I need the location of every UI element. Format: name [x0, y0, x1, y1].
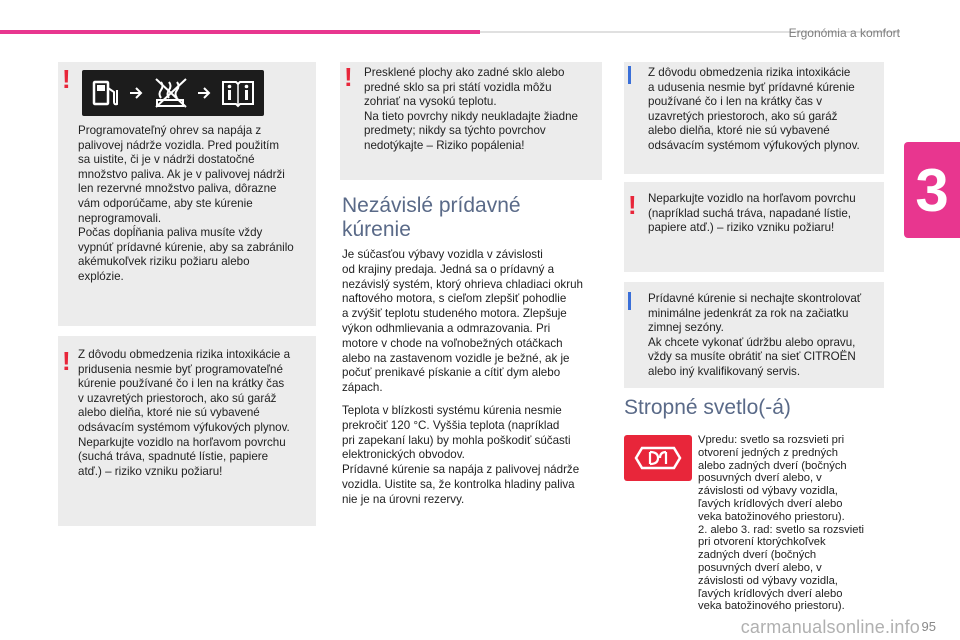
- warning-mark: !: [62, 64, 71, 94]
- warning-mark: !: [344, 62, 353, 92]
- glass-burn-warning-box: [340, 62, 602, 180]
- watermark: carmanualsonline.info: [740, 617, 920, 637]
- fuel-pump-icon: [90, 78, 122, 108]
- chapter-tab: 3: [904, 142, 960, 238]
- arrow-right-icon: [129, 86, 145, 100]
- heater-crossed-icon: [153, 76, 189, 110]
- interior-light-icon: [624, 435, 692, 481]
- intoxication-info-text: Z dôvodu obmedzenia rizika intoxikácie a udusenia nesmie byť prídavné kúrenie používané čo i len na krátky čas v uzavretých priestoroch, ako sú garáž alebo dielňa, ktoré nie sú vybavené odsávacím systémom výfukových plynov.: [648, 66, 860, 152]
- info-mark: [628, 66, 631, 84]
- header-accent-bar: [0, 30, 480, 34]
- page-number: 95: [921, 619, 936, 634]
- warning-mark: !: [628, 190, 637, 220]
- fire-warning-text: Neparkujte vozidlo na horľavom povrchu (napríklad suchá tráva, napadané lístie, papiere atď.) – riziko vzniku požiaru!: [648, 192, 856, 235]
- book-info-icon: [220, 78, 256, 108]
- intoxication-warning-box: [58, 336, 316, 526]
- info-mark: [628, 292, 631, 310]
- maintenance-info-text: Prídavné kúrenie si nechajte skontrolovať minimálne jedenkrát za rok na začiatku zimnej sezóny. Ak chcete vykonať údržbu alebo opravu, vždy sa musíte obrátiť na sieť CITROËN alebo iný kvalifikovaný servis.: [648, 292, 862, 378]
- independent-heater-paragraph-2: Teplota v blízkosti systému kúrenia nesmie prekročiť 120 °C. Vyššia teplota (napríklad pri zapekaní laku) by mohla poškodiť súčasti elektronických obvodov. Prídavné kúrenie sa napája z palivovej nádrže vozidla. Uistite sa, že kontrolka hladiny paliva nie je na úrovni rezervy.: [342, 404, 580, 506]
- maintenance-info-box: [624, 282, 884, 388]
- fire-warning-box: [624, 182, 884, 272]
- page-header-title: Ergonómia a komfort: [788, 26, 900, 40]
- warning-mark: !: [62, 346, 71, 376]
- intoxication-info-box: [624, 62, 884, 174]
- arrow-right-icon: [197, 86, 213, 100]
- fuel-warning-text: Programovateľný ohrev sa napája z palivovej nádrže vozidla. Pred použitím sa uistite, či je v nádrži dostatočné množstvo paliva. Ak je v palivovej nádrži len rezervné množstvo paliva, dôrazne vám odporúčame, aby ste kúrenie neprogramovali. Počas dopĺňania paliva musíte vždy vypnúť prídavné kúrenie, aby sa zabránilo akémukoľvek riziku požiaru alebo explózie.: [78, 124, 294, 283]
- section-title-independent-heater: Nezávislé prídavné kúrenie: [342, 194, 521, 241]
- intoxication-warning-text: Z dôvodu obmedzenia rizika intoxikácie a pridusenia nesmie byť programovateľné kúrenie používané čo i len na krátky čas v uzavretých priestoroch, ako sú garáž alebo dielňa, ktoré nie sú vybavené odsávacím systémom výfukových plynov. Neparkujte vozidlo na horľavom povrchu (suchá tráva, spadnuté lístie, papiere atď.) – riziko vzniku požiaru!: [78, 348, 291, 478]
- warning-pictogram-strip: [82, 70, 264, 116]
- ceiling-light-description: Vpredu: svetlo sa rozsvieti pri otvorení jedných z predných alebo zadných dverí (bočných posuvných dverí alebo, v závislosti od výbavy vozidla, ľavých krídlových dverí alebo veka batožinového priestoru). 2. alebo 3. rad: svetlo sa rozsvieti pri otvorení ktorýchkoľvek zadných dverí (bočných posuvných dverí alebo, v závislosti od výbavy vozidla, ľavých krídlových dverí alebo veka batožinového priestoru).: [698, 434, 865, 613]
- section-title-ceiling-light: Stropné svetlo(-á): [624, 396, 791, 419]
- glass-burn-warning-text: Presklené plochy ako zadné sklo alebo predné sklo sa pri státí vozidla môžu zohriať na vysokú teplotu. Na tieto povrchy nikdy neukladajte žiadne predmety; nikdy sa týchto povrchov nedotýkajte – Riziko popálenia!: [364, 66, 578, 152]
- independent-heater-paragraph-1: Je súčasťou výbavy vozidla v závislosti od krajiny predaja. Jedná sa o prídavný a nezávislý systém, ktorý ohrieva chladiaci okruh naftového motora, s cieľom zlepšiť pohodlie a zvýšiť teplotu studeného motora. Zlepšuje výkon odhmlievania a odmrazovania. Pri motore v chode na voľnobežných otáčkach alebo na zastavenom vozidle je bežné, ak je počuť prenikavé pískanie a cítiť dym alebo zápach.: [342, 248, 583, 395]
